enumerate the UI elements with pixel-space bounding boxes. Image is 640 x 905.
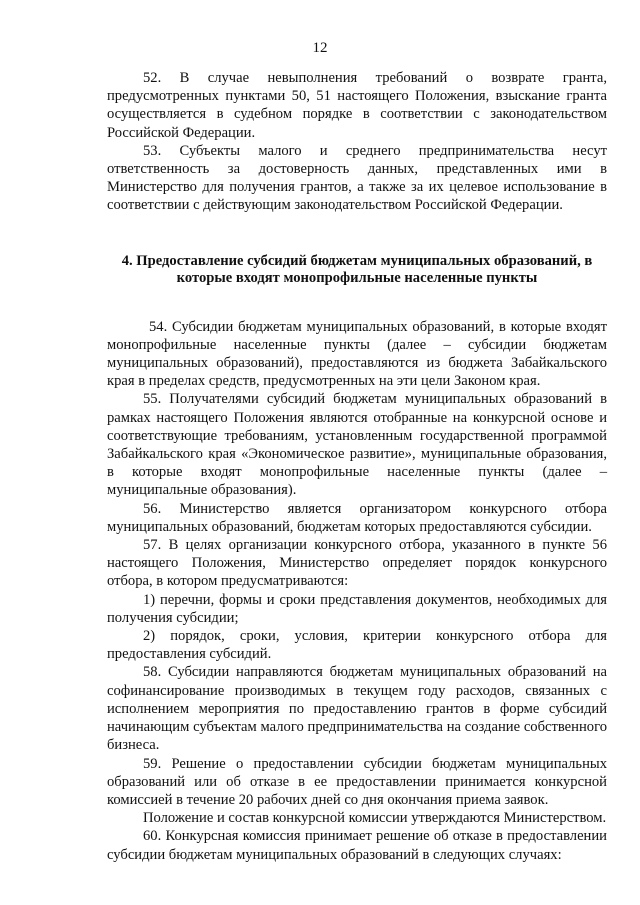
paragraph-52: 52. В случае невыполнения требований о возврате гранта, предусмотренных пунктами 50, 51 настоящего Положения, взыскание гранта осуществляется в судебном порядке в соответствии с законодательством Российской Федерации. <box>107 70 607 141</box>
paragraph-54: 54. Субсидии бюджетам муниципальных образований, в которые входят монопрофильные населенные пункты (далее – субсидии бюджетам муниципальных образований), предоставляются из бюджета Забайкальского края в пределах средств, предусмотренных на эти цели Законом края. <box>107 318 607 390</box>
paragraph-55: 55. Получателями субсидий бюджетам муниципальных образований в рамках настоящего Положения являются отобранные на конкурсной основе и соответствующие требованиям, установленным государственной программой Забайкальского края «Экономическое развитие», муниципальные образования, в которые входят монопрофильные населенные пункты (далее – муниципальные образования). <box>107 391 607 499</box>
paragraph-58: 58. Субсидии направляются бюджетам муниципальных образований на софинансирование производимых в текущем году расходов, связанных с исполнением мероприятия по предоставлению грантов в форме субсидий начинающим субъектам малого предпринимательства на создание собственного бизнеса. <box>107 664 607 754</box>
paragraph-53: 53. Субъекты малого и среднего предпринимательства несут ответственность за достоверность данных, представленных ими в Министерство для получения грантов, а также за их целевое использование в соответствии с действующим законодательством Российской Федерации. <box>107 142 607 214</box>
document-body <box>107 69 607 864</box>
page-number: 12 <box>312 40 328 56</box>
list-item-1: 1) перечни, формы и сроки представления документов, необходимых для получения субсидии; <box>107 591 607 626</box>
section-heading: 4. Предоставление субсидий бюджетам муниципальных образований, в которые входят монопрофильные населенные пункты <box>121 252 593 287</box>
paragraph-commission: Положение и состав конкурсной комиссии утверждаются Министерством. <box>143 810 607 827</box>
paragraph-56: 56. Министерство является организатором конкурсного отбора муниципальных образований, бюджетам которых предоставляются субсидии. <box>107 500 607 535</box>
paragraph-59: 59. Решение о предоставлении субсидии бюджетам муниципальных образований или об отказе в ее предоставлении принимается конкурсной комиссией в течение 20 рабочих дней со дня окончания приема заявок. <box>107 755 607 808</box>
list-item-2: 2) порядок, сроки, условия, критерии конкурсного отбора для предоставления субсидий. <box>107 628 607 663</box>
paragraph-60: 60. Конкурсная комиссия принимает решение об отказе в предоставлении субсидии бюджетам муниципальных образований в следующих случаях: <box>107 828 607 863</box>
paragraph-57: 57. В целях организации конкурсного отбора, указанного в пункте 56 настоящего Положения, Министерство определяет порядок конкурсного отбора, в котором предусматриваются: <box>107 537 607 590</box>
